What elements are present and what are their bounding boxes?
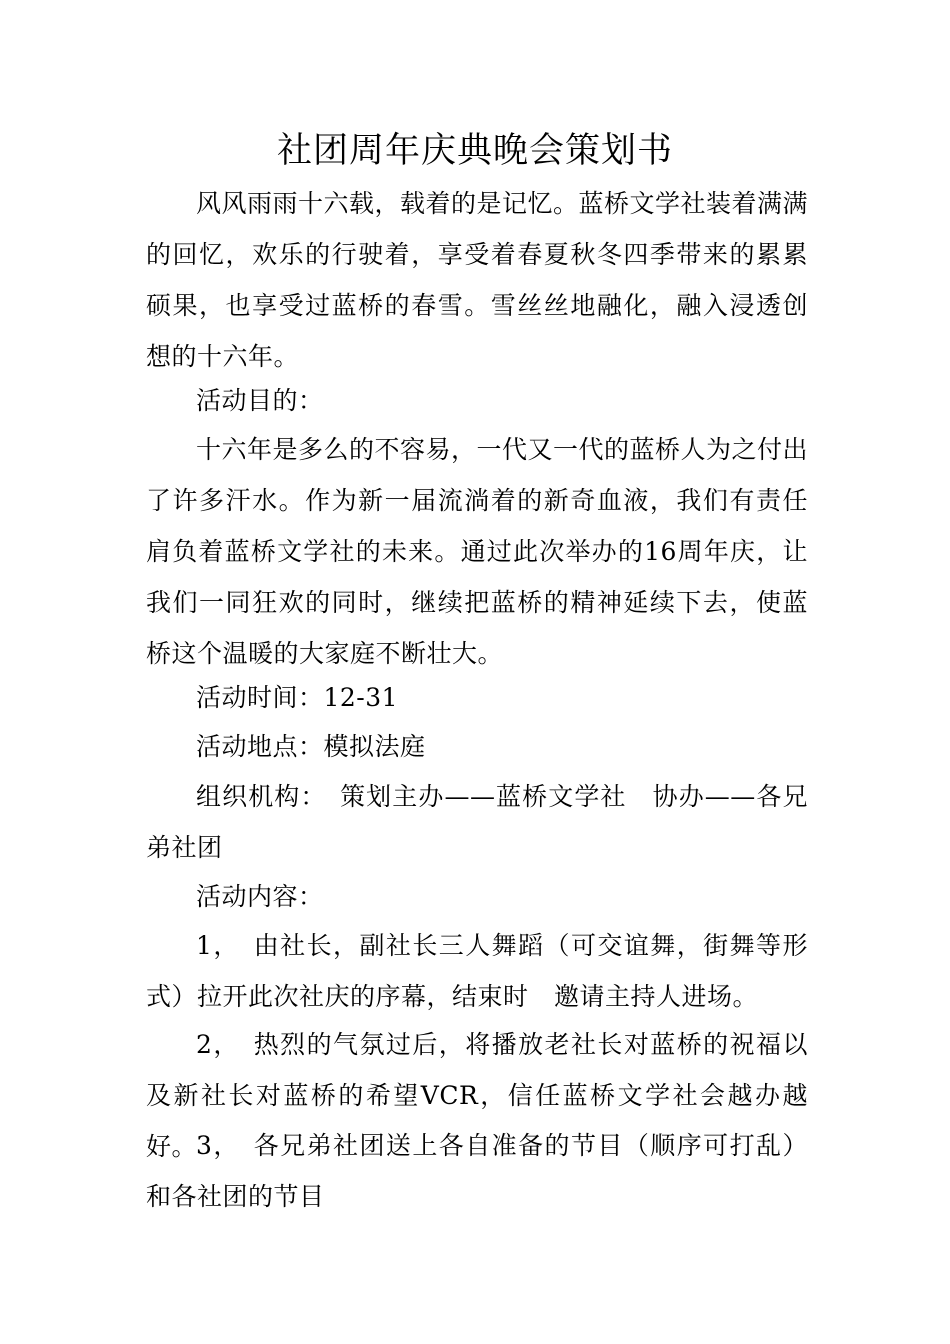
organization-paragraph: 组织机构： 策划主办——蓝桥文学社 协办——各兄弟社团 [146,782,808,862]
content-item-2: 2， 热烈的气氛过后，将播放老社长对蓝桥的祝福以及新社长对蓝桥的希望VCR，信任蓝桥文学社会越办越好。 [146,1030,808,1161]
activity-time: 活动时间：12-31 [196,683,399,712]
content-heading: 活动内容： [196,882,324,911]
intro-paragraph: 风风雨雨十六载，载着的是记忆。蓝桥文学社装着满满的回忆，欢乐的行驶着，享受着春夏秋冬四季带来的累累硕果，也享受过蓝桥的春雪。雪丝丝地融化，融入浸透创想的十六年。 [146,189,809,371]
content-item-1: 1， 由社长，副社长三人舞蹈（可交谊舞，街舞等形式）拉开此次社庆的序幕，结束时 邀请主持人进场。 [146,931,808,1011]
purpose-paragraph: 十六年是多么的不容易，一代又一代的蓝桥人为之付出了许多汗水。作为新一届流淌着的新奇血液，我们有责任肩负着蓝桥文学社的未来。通过此次举办的16周年庆，让我们一同狂欢的同时，继续把蓝桥的精神延续下去，使蓝桥这个温暖的大家庭不断壮大。 [146,435,809,668]
content-item-3: 3， 各兄弟社团送上各自准备的节目（顺序可打乱）和各社团的节目 [146,1131,808,1211]
purpose-heading: 活动目的： [196,386,324,415]
document-title: 社团周年庆典晚会策划书 [276,131,673,171]
activity-location: 活动地点：模拟法庭 [196,732,426,761]
